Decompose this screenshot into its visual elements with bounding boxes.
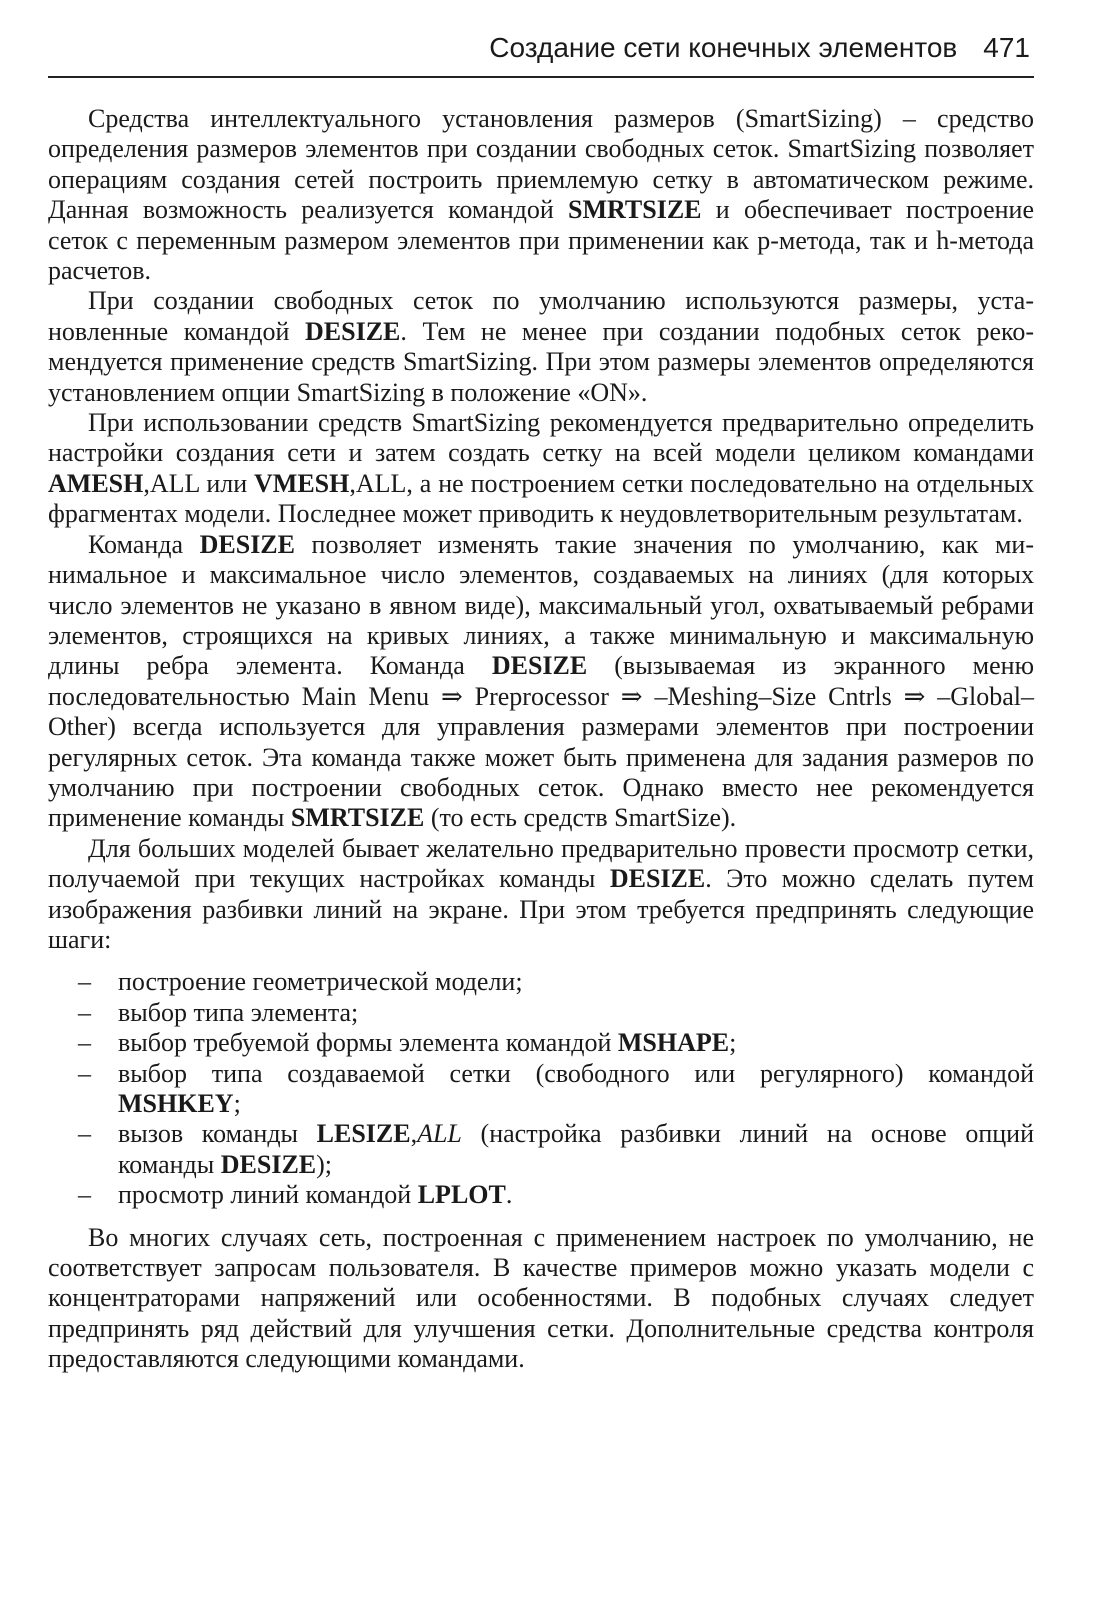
command-name: DESIZE xyxy=(491,651,588,681)
text-run: ; xyxy=(729,1028,737,1058)
text-run: построение геометрической модели; xyxy=(118,967,523,997)
list-dash: – xyxy=(78,1180,91,1210)
steps-list xyxy=(48,967,1034,1210)
list-dash: – xyxy=(78,1058,91,1088)
text-run: . xyxy=(505,1180,513,1210)
text-run: и обеспечивает построение сеток с переменным размером элементов при применении как p-метода, так и h-метода расчетов. xyxy=(48,195,1034,286)
list-dash: – xyxy=(78,997,91,1027)
command-name: SMRTSIZE xyxy=(290,803,425,833)
closing-paragraph xyxy=(48,1223,1034,1375)
list-item-text xyxy=(118,1059,1034,1118)
text-run: просмотр линий командой xyxy=(118,1180,418,1210)
text-run: Для больших моделей бывает желательно предварительно провести просмотр сетки, получаемой при текущих настройках команды xyxy=(48,833,1034,894)
list-item-text xyxy=(118,967,523,996)
text-run: (вызываемая из экранного меню последовательностью Main Menu ⇒ Preprocessor ⇒ –Meshing–Size Cntrls ⇒ –Global–Other) всегда используется для управления размерами элементов при построении регулярных сеток. Эта команда также может быть применена для задания размеров по умолчанию при построении свободных сеток. Однако вместо нее рекомендуется применение команды xyxy=(48,651,1034,833)
list-item xyxy=(48,1119,1034,1180)
text-run: выбор требуемой формы элемента командой xyxy=(118,1028,618,1058)
text-run: (то есть средств SmartSize). xyxy=(424,803,737,833)
list-item-text xyxy=(118,1119,1034,1178)
command-name: DESIZE xyxy=(199,529,295,559)
text-run: позволяет изменять такие значения по умолчанию, как минимальное и максимальное число элементов, создаваемых на линиях (для которых число элементов не указано в явном виде), максимальный угол, охватываемый ребрами элементов, строящихся на кривых линиях, а также минимальную и максимальную длины ребра элемента. Команда xyxy=(48,529,1034,681)
list-item-text xyxy=(118,998,358,1027)
text-run: При создании свободных сеток по умолчанию используются размеры, установленные командой xyxy=(48,286,1034,346)
command-name: LESIZE xyxy=(316,1119,411,1149)
page-number: 471 xyxy=(983,32,1030,63)
text-run: При использовании средств SmartSizing рекомендуется предварительно определить настройки создания сети и затем создать сетку на всей модели целиком командами xyxy=(48,408,1034,468)
text-run: ,ALL или xyxy=(143,468,255,498)
list-item xyxy=(48,998,1034,1028)
command-name: LPLOT xyxy=(417,1180,506,1210)
text-run: выбор типа создаваемой сетки (свободного или регулярного) командой xyxy=(118,1058,1034,1088)
command-name: DESIZE xyxy=(305,316,401,346)
list-dash: – xyxy=(78,1119,91,1149)
command-name: SMRTSIZE xyxy=(568,195,702,225)
book-page xyxy=(48,28,1034,1375)
header-rule xyxy=(48,76,1034,78)
text-run: ); xyxy=(316,1149,333,1179)
command-name: VMESH xyxy=(254,468,350,498)
option-name: ALL xyxy=(417,1119,462,1149)
list-item xyxy=(48,1180,1034,1210)
text-run: ,ALL, а не построением сетки последовательно на отдельных фрагментах модели. Последнее может приводить к неудовлетворительным результатам. xyxy=(48,468,1034,529)
text-run: Команда xyxy=(88,529,200,559)
paragraph xyxy=(48,104,1034,286)
command-name: MSHAPE xyxy=(617,1028,730,1058)
text-run: ; xyxy=(233,1089,241,1118)
list-item-text xyxy=(118,1028,736,1057)
list-item xyxy=(48,1059,1034,1120)
running-header xyxy=(48,28,1034,68)
command-name: DESIZE xyxy=(609,864,706,894)
text-run: . Это можно сделать путем изображения разбивки линий на экране. При этом требуется предпринять следующие шаги: xyxy=(48,864,1034,954)
paragraph xyxy=(48,530,1034,834)
paragraph xyxy=(48,408,1034,530)
header-title: Создание сети конечных элементов xyxy=(489,32,958,63)
command-name: AMESH xyxy=(48,468,144,498)
paragraph xyxy=(48,834,1034,956)
text-run: Средства интеллектуального установления размеров (SmartSizing) – средство определения размеров элементов при создании свободных сеток. SmartSizing позволяет операциям создания сетей построить приемлемую сетку в автоматическом режиме. Данная возможность реализуется командой xyxy=(48,104,1034,225)
command-name: DESIZE xyxy=(220,1149,317,1179)
list-item xyxy=(48,1028,1034,1058)
page-body xyxy=(48,104,1034,1375)
text-run: вызов команды xyxy=(118,1119,317,1149)
text-run: выбор типа элемента; xyxy=(118,997,359,1027)
command-name: MSHKEY xyxy=(118,1089,234,1118)
text-run: Во многих случаях сеть, построенная с применением настроек по умолчанию, не соответствует запросам пользователя. В качестве примеров можно указать модели с концентраторами напряжений или особенностями. В подобных случаях следует предпринять ряд действий для улучшения сетки. Дополнительные средства контроля предоставляются следующими командами. xyxy=(48,1222,1034,1374)
paragraph xyxy=(48,286,1034,408)
text-run: . Тем не менее при создании подобных сеток рекомендуется применение средств SmartSizing. При этом размеры элементов определяются установлением опции SmartSizing в положение «ON». xyxy=(48,316,1034,407)
list-dash: – xyxy=(78,967,91,997)
text-run: (настройка разбивки линий на основе опций команды xyxy=(118,1119,1034,1179)
list-item xyxy=(48,967,1034,997)
text-run: , xyxy=(410,1119,418,1149)
list-item-text xyxy=(118,1180,512,1209)
list-dash: – xyxy=(78,1028,91,1058)
